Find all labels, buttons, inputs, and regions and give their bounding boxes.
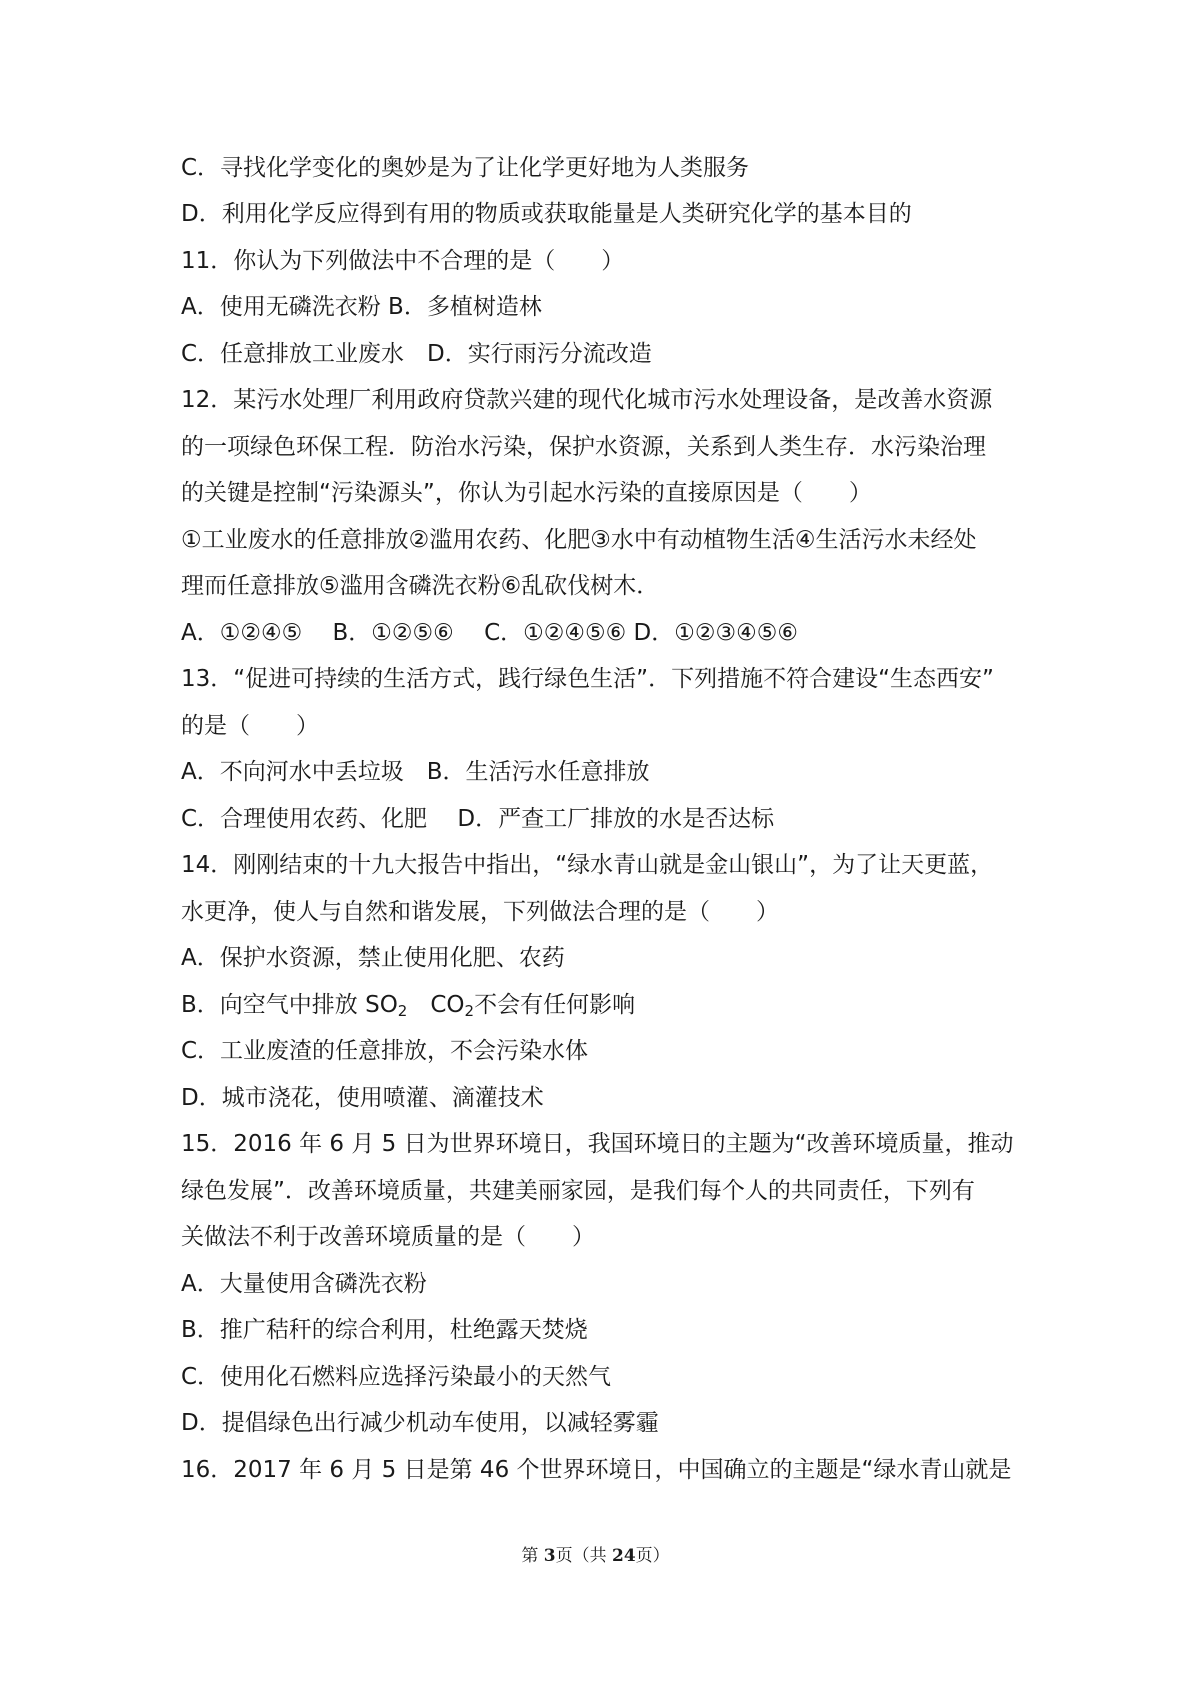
question-13-stem-line1: 13．“促进可持续的生活方式，践行绿色生活”．下列措施不符合建设“生态西安”	[181, 666, 994, 692]
question-12-stem-line1: 12．某污水处理厂利用政府贷款兴建的现代化城市污水处理设备，是改善水资源	[181, 387, 993, 413]
question-14-option-c: C．工业废渣的任意排放，不会污染水体	[181, 1038, 589, 1064]
q14b-sub2: 2	[464, 1002, 475, 1020]
question-11-options-cd: C．任意排放工业废水 D．实行雨污分流改造	[181, 341, 652, 367]
question-15-stem-line2: 绿色发展”．改善环境质量，共建美丽家园，是我们每个人的共同责任，下列有	[181, 1178, 975, 1204]
footer-pre: 第	[521, 1546, 544, 1566]
question-16-stem-line1: 16．2017 年 6 月 5 日是第 46 个世界环境日，中国确立的主题是“绿水青山就是	[181, 1457, 1012, 1483]
option-10c: C．寻找化学变化的奥妙是为了让化学更好地为人类服务	[181, 155, 750, 181]
page-footer	[0, 1545, 1191, 1567]
question-14-stem-line2: 水更净，使人与自然和谐发展，下列做法合理的是（ ）	[181, 899, 779, 925]
question-11-options-ab: A．使用无磷洗衣粉 B．多植树造林	[181, 294, 542, 320]
question-13-stem-line2: 的是（ ）	[181, 713, 319, 739]
question-15-option-b: B．推广秸秆的综合利用，杜绝露天焚烧	[181, 1317, 588, 1343]
question-13-options-ab: A．不向河水中丢垃圾 B．生活污水任意排放	[181, 759, 650, 785]
footer-mid: 页（共	[555, 1546, 612, 1566]
question-14-stem-line1: 14．刚刚结束的十九大报告中指出，“绿水青山就是金山银山”，为了让天更蓝，	[181, 852, 994, 878]
question-15-option-c: C．使用化石燃料应选择污染最小的天然气	[181, 1364, 612, 1390]
question-14-option-d: D．城市浇花，使用喷灌、滴灌技术	[181, 1085, 544, 1111]
question-13-options-cd: C．合理使用农药、化肥 D．严查工厂排放的水是否达标	[181, 806, 775, 832]
question-15-stem-line1: 15．2016 年 6 月 5 日为世界环境日，我国环境日的主题为“改善环境质量，推动	[181, 1131, 1014, 1157]
question-12-stem-line3: 的关键是控制“污染源头”，你认为引起水污染的直接原因是（ ）	[181, 480, 872, 506]
question-14-option-a: A．保护水资源，禁止使用化肥、农药	[181, 945, 565, 971]
q14b-mid: CO	[407, 992, 465, 1018]
question-15-stem-line3: 关做法不利于改善环境质量的是（ ）	[181, 1224, 595, 1250]
q14b-prefix: B．向空气中排放 SO	[181, 992, 398, 1018]
question-15-option-a: A．大量使用含磷洗衣粉	[181, 1271, 427, 1297]
footer-page-number: 3	[543, 1546, 556, 1566]
question-12-options: A．①②④⑤ B．①②⑤⑥ C．①②④⑤⑥ D．①②③④⑤⑥	[181, 620, 798, 646]
option-10d: D．利用化学反应得到有用的物质或获取能量是人类研究化学的基本目的	[181, 201, 912, 227]
question-15-option-d: D．提倡绿色出行减少机动车使用，以减轻雾霾	[181, 1410, 659, 1436]
question-12-items-line1: ①工业废水的任意排放②滥用农药、化肥③水中有动植物生活④生活污水未经处	[181, 527, 977, 553]
question-12-items-line2: 理而任意排放⑤滥用含磷洗衣粉⑥乱砍伐树木．	[181, 573, 660, 599]
question-11-stem: 11．你认为下列做法中不合理的是（ ）	[181, 248, 625, 274]
footer-post: 页）	[635, 1546, 670, 1566]
footer-total-pages: 24	[611, 1546, 636, 1566]
question-14-option-b	[181, 991, 1021, 1019]
question-12-stem-line2: 的一项绿色环保工程．防治水污染，保护水资源，关系到人类生存．水污染治理	[181, 434, 986, 460]
q14b-sub1: 2	[397, 1002, 408, 1020]
q14b-suffix: 不会有任何影响	[474, 992, 636, 1018]
